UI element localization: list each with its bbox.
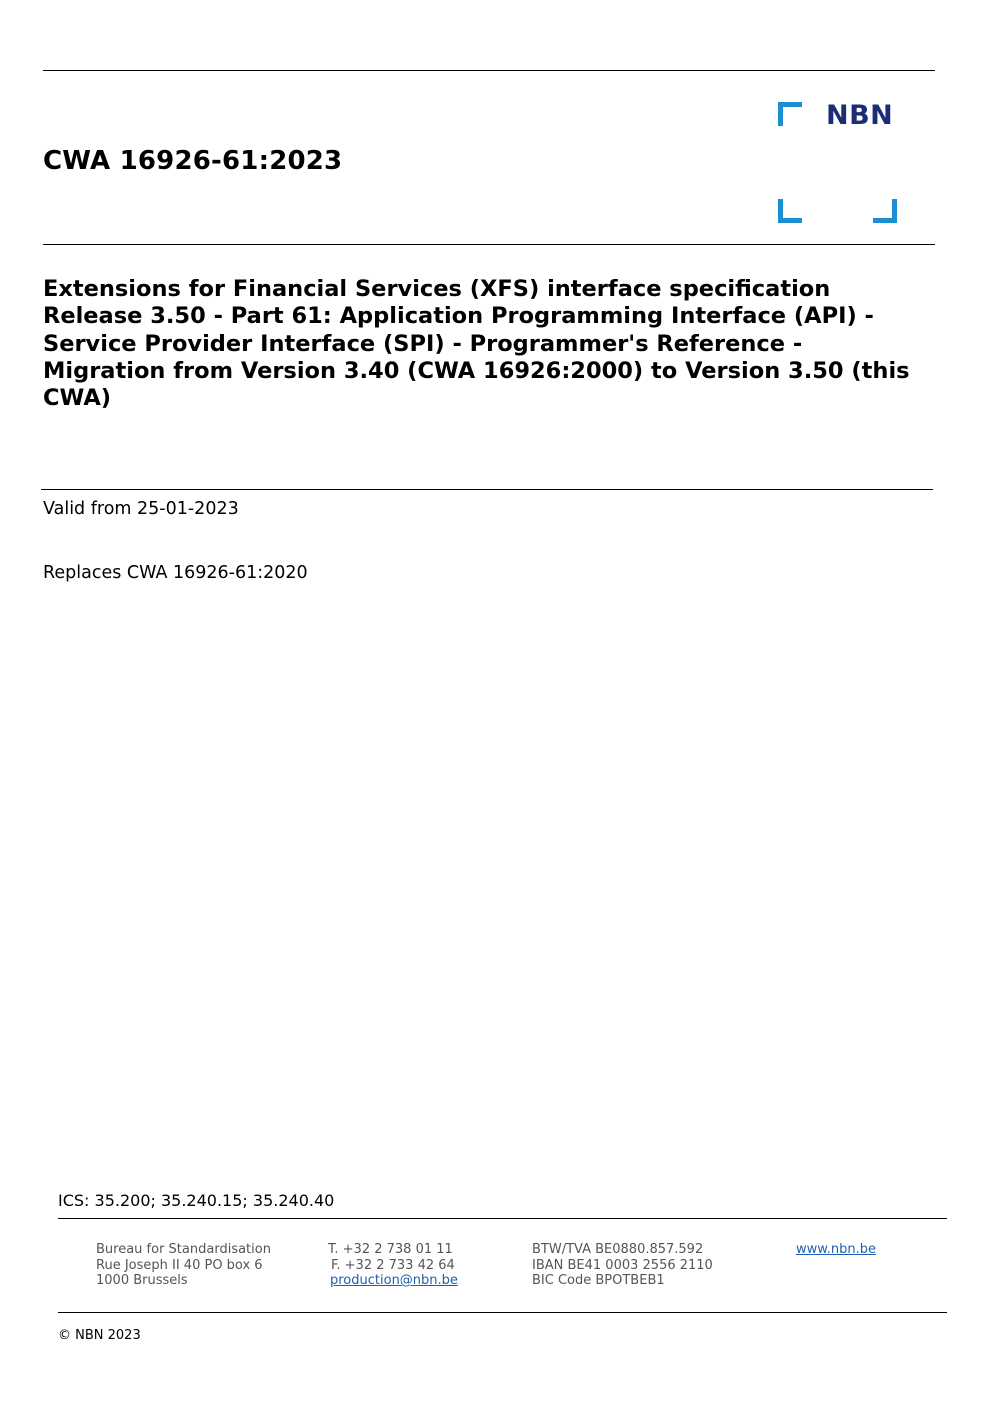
header-bottom-rule bbox=[43, 244, 935, 245]
footer-banking bbox=[532, 1242, 713, 1289]
footer-website bbox=[796, 1242, 876, 1258]
nbn-logo bbox=[776, 100, 900, 224]
replaces: Replaces CWA 16926-61:2020 bbox=[43, 563, 308, 583]
document-id: CWA 16926-61:2023 bbox=[43, 146, 343, 176]
email-link[interactable]: production@nbn.be bbox=[330, 1273, 458, 1288]
phone: T. +32 2 738 01 11 bbox=[328, 1242, 453, 1257]
address-line: Rue Joseph II 40 PO box 6 bbox=[96, 1257, 263, 1273]
logo-corner-top-left bbox=[778, 102, 802, 126]
title-bottom-rule bbox=[41, 489, 933, 490]
vat-number: BTW/TVA BE0880.857.592 bbox=[532, 1242, 704, 1257]
footer-bottom-rule bbox=[58, 1312, 947, 1313]
ics-codes: ICS: 35.200; 35.240.15; 35.240.40 bbox=[58, 1191, 335, 1210]
footer-top-rule bbox=[58, 1218, 947, 1219]
footer-contact bbox=[328, 1242, 458, 1289]
address-line: Bureau for Standardisation bbox=[96, 1242, 271, 1257]
valid-from: Valid from 25-01-2023 bbox=[43, 499, 239, 519]
fax: F. +32 2 733 42 64 bbox=[331, 1257, 455, 1273]
document-title: Extensions for Financial Services (XFS) interface specification Release 3.50 - Part 61: Application Programming Interface (API) - Service Provider Interface (SPI) - Programmer's Reference - Migration from Version 3.40 (CWA 16926:2000) to Version 3.50 (this CWA) bbox=[43, 276, 910, 412]
top-rule bbox=[43, 70, 935, 71]
footer-address bbox=[96, 1242, 271, 1289]
address-line: 1000 Brussels bbox=[96, 1273, 188, 1288]
logo-corner-bottom-right bbox=[873, 199, 897, 223]
copyright: © NBN 2023 bbox=[58, 1328, 141, 1343]
logo-wordmark: NBN bbox=[826, 100, 894, 131]
bic-code: BIC Code BPOTBEB1 bbox=[532, 1273, 665, 1288]
logo-corner-bottom-left bbox=[778, 199, 802, 223]
iban: IBAN BE41 0003 2556 2110 bbox=[532, 1257, 713, 1273]
website-link[interactable]: www.nbn.be bbox=[796, 1242, 876, 1257]
